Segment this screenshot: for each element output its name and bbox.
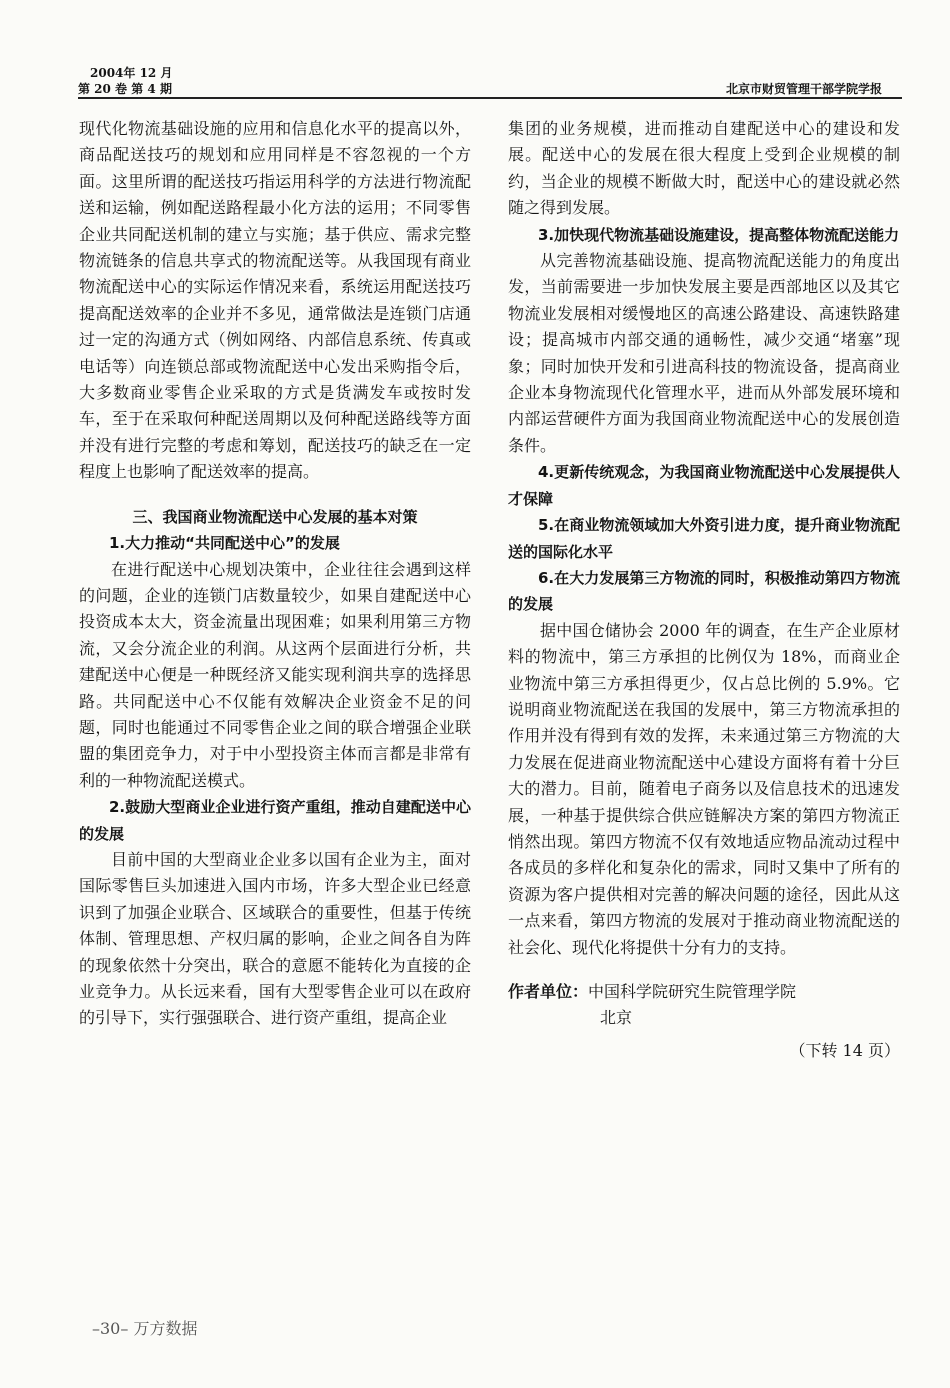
author-label: 作者单位： (508, 982, 589, 1001)
right-paragraph-1: 集团的业务规模，进而推动自建配送中心的建设和发展。配送中心的发展在很大程度上受到企业规模的制约，当企业的规模不断做大时，配送中心的建设就必然随之得到发展。 (508, 119, 900, 218)
subheading-3: 3.加快现代物流基础设施建设，提高整体物流配送能力 (538, 225, 900, 244)
continued-note: （下转 14 页） (789, 1040, 900, 1060)
journal-title: 北京市财贸管理干部学院学报 (725, 82, 882, 96)
left-paragraph-2: 在进行配送中心规划决策中，企业往往会遇到这样的问题，企业的连锁门店数量较少，如果自建配送中心投资成本太大，资金流量出现困难；如果利用第三方物流，又会分流企业的利润。从这两个层面进行分析，共建配送中心便是一种既经济又能实现利润共享的选择思路。共同配送中心不仅能有效解决企业资金不足的问题，同时也能通过不同零售企业之间的联合增强企业联盟的集团竞争力，对于中小型投资主体而言都是非常有利的一种物流配送模式。 (79, 559, 471, 790)
author-affiliation (508, 979, 900, 1005)
author-city: 北京 (600, 1008, 633, 1028)
subheading-5: 5.在商业物流领域加大外资引进力度，提升商业物流配送的国际化水平 (508, 516, 900, 561)
subheading-2: 2.鼓励大型商业企业进行资产重组，推动自建配送中心的发展 (79, 798, 471, 843)
header-date: 2004年 12 月 (90, 66, 173, 80)
section-3-heading: 三、我国商业物流配送中心发展的基本对策 (132, 507, 418, 526)
subheading-1: 1.大力推动“共同配送中心”的发展 (109, 534, 340, 553)
header-rule (78, 97, 902, 99)
left-paragraph-1: 现代化物流基础设施的应用和信息化水平的提高以外，商品配送技巧的规划和应用同样是不容忽视的一个方面。这里所谓的配送技巧指运用科学的方法进行物流配送和运输，例如配送路程最小化方法的运用；不同零售企业共同配送机制的建立与实施；基于供应、需求完整物流链条的信息共享式的物流配送等。从我国现有商业物流配送中心的实际运作情况来看，系统运用配送技巧提高配送效率的企业并不多见，通常做法是连锁门店通过一定的沟通方式（例如网络、内部信息系统、传真或电话等）向连锁总部或物流配送中心发出采购指令后，大多数商业零售企业采取的方式是货满发车或按时发车，至于在采取何种配送周期以及何种配送路线等方面并没有进行完整的考虑和筹划，配送技巧的缺乏在一定程度上也影响了配送效率的提高。 (79, 119, 471, 482)
subheading-4: 4.更新传统观念，为我国商业物流配送中心发展提供人才保障 (508, 463, 900, 508)
right-paragraph-3: 据中国仓储协会 2000 年的调查，在生产企业原材料的物流中，第三方承担的比例仅为 18%，而商业企业物流中第三方承担得更少，仅占总比例的 5.9%。它说明商业物流配送在我国的发展中，第三方物流承担的作用并没有得到有效的发挥，未来通过第三方物流的大力发展在促进商业物流配送中心建设方面将有着十分巨大的潜力。目前，随着电子商务以及信息技术的迅速发展，一种基于提供综合供应链解决方案的第四方物流正悄然出现。第四方物流不仅有效地适应物品流动过程中各成员的多样化和复杂化的需求，同时又集中了所有的资源为客户提供相对完善的解决问题的途径，因此从这一点来看，第四方物流的发展对于推动商业物流配送的社会化、现代化将提供十分有力的支持。 (508, 620, 900, 957)
watermark: 万方数据 (133, 1319, 198, 1338)
page-number: –30– (92, 1319, 129, 1338)
left-paragraph-3: 目前中国的大型商业企业多以国有企业为主，面对国际零售巨头加速进入国内市场，许多大型企业已经意识到了加强企业联合、区域联合的重要性，但基于传统体制、管理思想、产权归属的影响，企业之间各自为阵的现象依然十分突出，联合的意愿不能转化为直接的企业竞争力。从长远来看，国有大型零售企业可以在政府的引导下，实行强强联合、进行资产重组，提高企业 (79, 849, 471, 1028)
author-unit: 中国科学院研究生院管理学院 (588, 982, 797, 1001)
page-footer (92, 1316, 197, 1339)
right-column (508, 116, 900, 1064)
left-column (79, 116, 471, 1032)
subheading-6: 6.在大力发展第三方物流的同时，积极推动第四方物流的发展 (508, 568, 900, 614)
right-paragraph-2: 从完善物流基础设施、提高物流配送能力的角度出发，当前需要进一步加快发展主要是西部地区以及其它物流业发展相对缓慢地区的高速公路建设、高速铁路建设；提高城市内部交通的通畅性，减少交通“堵塞”现象；同时加快开发和引进高科技的物流设备，提高商业企业本身物流现代化管理水平，进而从外部发展环境和内部运营硬件方面为我国商业物流配送中心的发展创造条件。 (508, 251, 900, 455)
header-volume: 第 20 卷 第 4 期 (78, 82, 172, 96)
